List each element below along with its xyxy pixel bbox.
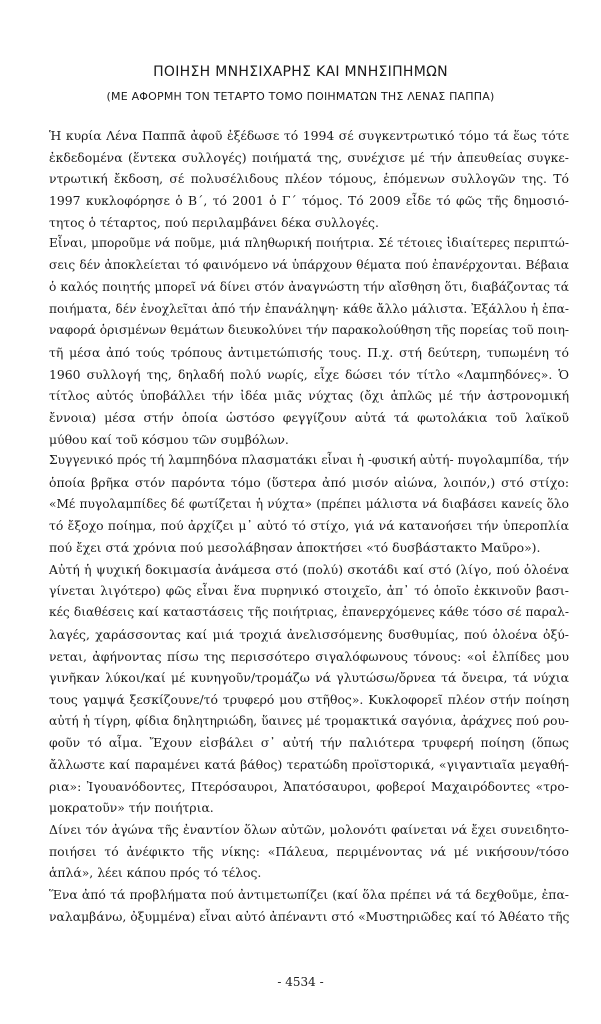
text-line: Συγγενικό πρός τή λαμπηδόνα πλασματάκι εἶναι ἡ -φυσική αὐτή- πυγολαμπίδα, τήν — [49, 453, 569, 468]
article-subtitle: (ΜΕ ΑΦΟΡΜΗ ΤΟΝ ΤΕΤΑΡΤΟ ΤΟΜΟ ΠΟΙΗΜΑΤΩΝ ΤΗΣ ΛΕΝΑΣ ΠΑΠΠΑ) — [106, 90, 495, 103]
text-line: 1960 συλλογή της, δηλαδή πολύ νωρίς, εἶχε δώσει τόν τίτλο «Λαμπηδόνες». Ὁ — [49, 366, 569, 382]
text-line: σεις δέν ἀποκλείεται τό φαινόμενο νά ὑπάρχουν θέματα πού ἐπανέρχονται. Βέβαια — [49, 258, 569, 273]
text-line: ἐκδεδομένα (ἕντεκα συλλογές) ποιήματά της, συνέχισε μέ τήν ἀπευθείας συγκε- — [49, 149, 569, 165]
text-line: κές διαθέσεις καί καταστάσεις τῆς ποιήτριας, ἐπανερχόμενες κάθε τόσο σέ παραλ- — [49, 605, 569, 620]
text-line: ναφορά ὁρισμένων θεμάτων διευκολύνει τήν παρακολούθηση τῆς πορείας τοῦ ποιη- — [49, 323, 570, 338]
text-line: μύθου καί τοῦ κόσμου τῶν συμβόλων. — [49, 431, 289, 447]
text-line: ντρωτική ἔκδοση, σέ πολυσέλιδους πλέον τόμους, ἑπόμενων συλλογῶν της. Τό — [49, 171, 569, 187]
text-line: νεται, ἀφήνοντας πίσω της περισσότερο σιγαλόφωνους τόνους: «οἱ ἐλπίδες μου — [49, 648, 569, 664]
text-line: ἁπλά», λέει κάπου πρός τό τέλος. — [49, 865, 262, 881]
text-line: τίτλος αὐτός ὑποβάλλει τήν ἰδέα μιᾶς νύχτας (ὄχι ἁπλῶς μέ τήν ἀστρονομική — [49, 388, 569, 404]
text-line: ναλαμβάνω, ὀξυμμένα) εἶναι αὐτό ἀπέναντι στό «Μυστηριῶδες καί τό Ἀθέατο τῆς — [49, 908, 570, 924]
text-line: 1997 κυκλοφόρησε ὁ Β΄, τό 2001 ὁ Γ΄ τόμος. Τό 2009 εἶδε τό φῶς τῆς δημοσιό- — [49, 193, 569, 209]
text-line: Ἡ κυρία Λένα Παππᾶ ἀφοῦ ἐξέδωσε τό 1994 σέ συγκεντρωτικό τόμο τά ἕως τότε — [49, 128, 569, 143]
text-line: φοῦν τό αἷμα. Ἔχουν εἰσβάλει σ᾽ αὐτή τήν παλιότερα τρυφερή ποίηση (ὅπως — [49, 735, 569, 751]
text-line: μοκρατοῦν» τήν ποιήτρια. — [49, 800, 214, 816]
text-line: Ἕνα ἀπό τά προβλήματα πού ἀντιμετωπίζει (καί ὅλα πρέπει νά τά δεχθοῦμε, ἐπα- — [49, 887, 569, 903]
text-line: πού ἔχει στά χρόνια πού μεσολάβησαν ἀποκτήσει «τό δυσβάστακτο Μαῦρο»). — [49, 540, 541, 556]
text-line: τό ἔξοχο ποίημα, πού ἀρχίζει μ᾽ αὐτό τό στίχο, γιά νά κατανοήσει τήν ὑπερoπλία — [49, 518, 569, 534]
text-line: ὁ καλός ποιητής μπορεῖ νά δίνει στόν ἀναγνώστη τήν αἴσθηση ὅτι, διαβάζοντας τά — [49, 279, 569, 294]
text-line: τῆ μέσα ἀπό τούς τρόπους ἀντιμετώπισής τους. Π.χ. στή δεύτερη, τυπωμένη τό — [49, 344, 569, 360]
text-line: λαγές, χαράσσοντας καί μιά τροχιά ἀνελισσόμενης δυσθυμίας, πού ὁλοένα ὀξύ- — [49, 626, 569, 642]
text-line: τους γαμψά ξεσκίζουνε/τό τρυφερό μου στῆθος». Κυκλοφορεῖ πλέον στήν ποίηση — [49, 691, 569, 707]
article-body — [49, 125, 569, 927]
text-line: ἄλλωστε καί παραμένει κατά βάθος) τερατώδη προϊστορικά, «γιγαντιαῖα μεγαθή- — [49, 756, 569, 772]
text-line: Αὐτή ἡ ψυχική δοκιμασία ἀνάμεσα στό (πολύ) σκοτάδι καί στό (λίγο, πού ὁλοένα — [49, 561, 569, 577]
text-line: ἔννοια) μέσα στήν ὁποία ὡστόσο φεγγίζουν αὐτά τά φωτολάκια τοῦ λαϊκοῦ — [49, 409, 569, 425]
text-line: «Μέ πυγολαμπίδες δέ φωτίζεται ἡ νύχτα» (πρέπει μάλιστα νά διαβάσει κανείς ὅλο — [49, 496, 569, 511]
text-line: Δίνει τόν ἀγώνα τῆς ἐναντίον ὅλων αὐτῶν, μολονότι φαίνεται νά ἔχει συνειδητο- — [49, 822, 569, 837]
text-line: γίνεται λιγότερο) φῶς εἶναι ἕνα πυρηνικό στοιχεῖο, ἀπ᾽ τό ὁποῖο ἐκκινοῦν βασι- — [49, 583, 569, 599]
text-line: ρια»: Ἰγουανόδοντες, Πτερόσαυροι, Ἀπατόσαυροι, φοβεροί Μαχαιρόδοντες «τρο- — [49, 778, 569, 794]
text-line: ποιήματα, δέν ἐνοχλεῖται ἀπό τήν ἐπανάληψη· κάθε ἄλλο μάλιστα. Ἐξάλλου ἡ ἐπα- — [49, 301, 569, 316]
article-title: ΠΟΙΗΣΗ ΜΝΗΣΙΧΑΡΗΣ ΚΑΙ ΜΝΗΣΙΠΗΜΩΝ — [153, 64, 448, 80]
text-line: ὁποία βρῆκα στόν παρόντα τόμο (ὕστερα ἀπό μισόν αἰώνα, λοιπόν,) στό στίχο: — [49, 475, 569, 490]
text-line: γινῆκαν λύκοι/καί μέ κυνηγοῦν/τρομάζω νά γλυτώσω/ὄρνεα τά ὄνειρα, τά νύχια — [49, 670, 569, 686]
text-line: αὐτή ἡ τίγρη, φίδια δηλητηριώδη, ὕαινες μέ τρομακτικά σαγόνια, ἀράχνες πού ρου- — [49, 713, 569, 728]
text-line: ποιήσει τό ἀνέφικτο τῆς νίκης: «Πάλευα, περιμένοντας νά μέ νικήσουν/τόσο — [49, 843, 569, 859]
page-number: - 4534 - — [277, 975, 324, 989]
text-line: Εἶναι, μποροῦμε νά ποῦμε, μιά πληθωρική ποιήτρια. Σέ τέτοιες ἰδιαίτερες περιπτώ- — [49, 236, 569, 251]
text-line: τητος ὁ τέταρτος, πού περιλαμβάνει δέκα συλλογές. — [49, 214, 379, 230]
